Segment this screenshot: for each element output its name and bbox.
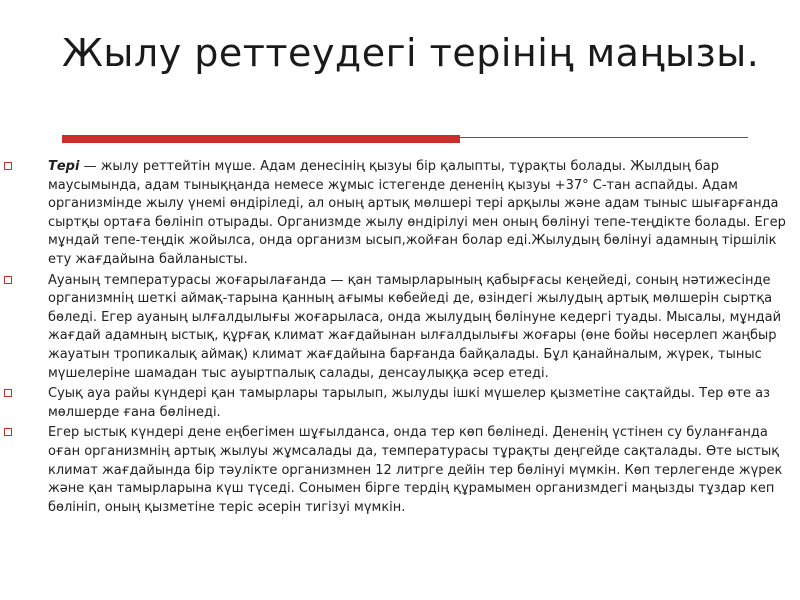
- square-bullet-icon: [4, 276, 12, 284]
- bullet-lead-term: Тері: [48, 159, 80, 174]
- square-bullet-icon: [4, 428, 12, 436]
- bullet-text: Ауаның температурасы жоғарылағанда — қан тамырларының қабырғасы кеңейеді, соның нәтижесінде организмнің шеткі аймақ-тарына қанның ағымы көбейеді де, өзіндегі жылудың артық мөлшерін сыртқа бөледі. Егер ауаның ылғалдылығы жоғарыласа, онда жылудың бөлінуне кедергі туады. Мысалы, мұндай жағдай адамның ыстық, құрғақ климат жағдайынан ылғалдылығы жоғары (өне бойы нөсерлеп жаңбыр жауатын тропикалық аймақ) климат жағдайына барғанда байқалады. Бұл қанайналым, жүрек, тыныс мүшелеріне шамадан тыс ауыртпалық салады, денсаулыққа әсер етеді.: [48, 272, 782, 381]
- bullet-text: — жылу реттейтін мүше. Адам денесінің қызуы бір қалыпты, тұрақты болады. Жылдың бар маусымында, адам тынықңанда немесе жұмыс істегенде дененің қызуы +37° С-тан аспайды. Адам организмінде жылу үнемі өндіріледі, ал оның артық мөлшері тері арқылы және адам тыныс шығарғанда сыртқы ортаға бөлініп отырады. Организмде жылу өндірілуі мен оның бөлінуі тепе-теңдікте болады. Егер мұндай тепе-теңдік жойылса, онда организм ысып,жойған болар еді.Жылудың бөлінуі адамның тіршілік ету жағдайына байланысты.: [48, 159, 786, 267]
- bullet-item: [4, 272, 792, 384]
- bullet-text: Егер ыстық күндері дене еңбегімен шұғылданса, онда тер көп бөлінеді. Дененің үстінен су буланғанда оған организмнің артық жылуы жұмсалады да, температурасы тұрақты деңгейде сақталады. Өте ыстық климат жағдайында бір тәулікте организмнен 12 литрге дейін тер бөлінуі мүмкін. Көп терлегенде жүрек және қан тамырларына күш түседі. Сонымен бірге тердің құрамымен организмдегі маңызды тұздар кеп бөлініп, оның қызметіне теріс әсерін тигізуі мүмкін.: [48, 425, 783, 515]
- square-bullet-icon: [4, 389, 12, 397]
- slide-title: Жылу реттеудегі терінің маңызы.: [62, 31, 760, 75]
- bullet-list: [4, 158, 792, 519]
- title-underline-accent: [62, 135, 460, 143]
- bullet-item: [4, 385, 792, 422]
- bullet-text: Суық ауа райы күндері қан тамырлары тарылып, жылуды ішкі мүшелер қызметіне сақтайды. Тер өте аз мөлшерде ғана бөлінеді.: [48, 386, 771, 420]
- bullet-item: [4, 158, 792, 270]
- bullet-item: [4, 424, 792, 517]
- square-bullet-icon: [4, 162, 12, 170]
